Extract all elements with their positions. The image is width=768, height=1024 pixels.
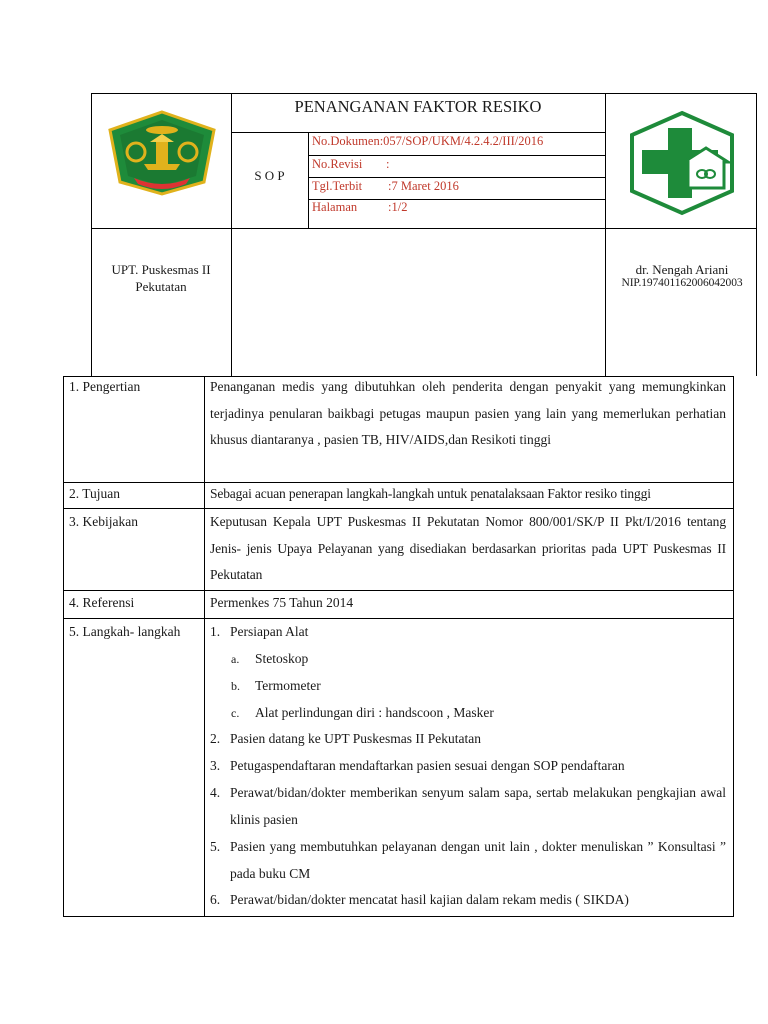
title-underline [231,132,605,133]
doc-field-label: No.Revisi [312,157,363,171]
doc-field-label: Tgl.Terbit [312,179,363,193]
step-item [210,619,726,646]
field-line-2 [308,177,605,178]
row-label-pengertian: 1. Pengertian [69,379,141,394]
step-text: Stetoskop [255,651,309,666]
step-subitem [231,700,721,727]
step-number: c. [231,706,240,720]
step-number: 5. [210,839,221,854]
signer-nip: NIP.197401162006042003 [621,277,743,289]
page-title: PENANGANAN FAKTOR RESIKO [294,97,542,116]
step-text: Perawat/bidan/dokter memberikan senyum salam sapa, sertab melakukan pengkajian awal klinis pasien [230,785,726,827]
step-text: Persiapan Alat [230,624,309,639]
step-subitem [231,673,721,700]
step-item [210,887,726,914]
doc-field-value: :057/SOP/UKM/4.2.4.2/III/2016 [379,134,544,148]
sop-label: S O P [254,168,285,183]
regional-emblem-logo [104,108,220,198]
step-number: 6. [210,892,221,907]
row-text-kebijakan: Keputusan Kepala UPT Puskesmas II Pekutatan Nomor 800/001/SK/P II Pkt/I/2016 tentang Jenis- jenis Upaya Pelayanan yang disediakan berdasarkan prioritas pada UPT Puskesmas II Pekutatan [210,514,726,582]
doc-field-value: :7 Maret 2016 [388,179,459,193]
header-divider-1 [231,93,232,376]
step-number: a. [231,652,240,666]
step-number: 3. [210,758,221,773]
step-number: 1. [210,624,221,639]
step-text: Alat perlindungan diri : handscoon , Masker [255,705,494,720]
organization-name: UPT. Puskesmas II Pekutatan [111,262,211,294]
doc-field-revision [312,157,602,172]
header-divider-h [91,228,757,229]
step-item [210,780,726,833]
row-label-langkah: 5. Langkah- langkah [69,624,181,639]
step-text: Petugaspendaftaran mendaftarkan pasien sesuai dengan SOP pendaftaran [230,758,625,773]
step-item [210,726,726,753]
doc-field-value: :1/2 [388,200,408,214]
row-label-kebijakan: 3. Kebijakan [69,514,138,529]
doc-field-label: No.Dokumen [312,134,380,148]
doc-field-value: : [386,157,390,171]
row-text-tujuan: Sebagai acuan penerapan langkah-langkah untuk penatalaksaan Faktor resiko tinggi [210,486,651,501]
step-item [210,834,726,887]
row-text-pengertian: Penanganan medis yang dibutuhkan oleh penderita dengan penyakit yang memungkinkan terjadinya penularan baikbagi petugas maupun pasien yang lain yang memerlukan perhatian khusus diantaranya , pasien TB, HIV/AIDS,dan Resikoti tinggi [210,379,726,447]
puskesmas-logo [624,110,740,216]
doc-field-issued [312,179,602,194]
step-text: Perawat/bidan/dokter mencatat hasil kajian dalam rekam medis ( SIKDA) [230,892,629,907]
step-text: Pasien yang membutuhkan pelayanan dengan unit lain , dokter menuliskan ” Konsultasi ” pada buku CM [230,839,726,881]
row-text-referensi: Permenkes 75 Tahun 2014 [210,595,354,610]
row-divider-3 [63,590,734,591]
row-label-referensi: 4. Referensi [69,595,135,610]
step-subitem [231,646,721,673]
sop-divider [308,132,309,228]
step-text: Termometer [255,678,321,693]
step-text: Pasien datang ke UPT Puskesmas II Pekutatan [230,731,481,746]
step-number: b. [231,679,240,693]
field-line-1 [308,155,605,156]
doc-field-number [312,134,602,149]
doc-field-page [312,200,602,215]
row-label-tujuan: 2. Tujuan [69,486,121,501]
step-number: 2. [210,731,221,746]
table-col-divider [204,376,205,917]
header-divider-2 [605,93,606,376]
step-item [210,753,726,780]
doc-field-label: Halaman [312,200,358,214]
step-number: 4. [210,785,221,800]
signer-name: dr. Nengah Ariani [635,262,729,277]
